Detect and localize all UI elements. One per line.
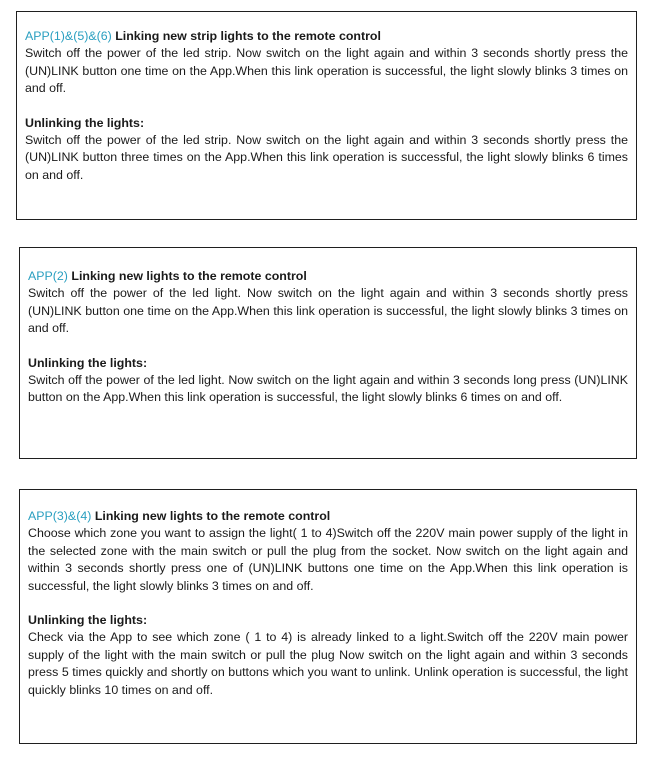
unlink-heading: Unlinking the lights: [28, 613, 148, 628]
unlink-heading: Unlinking the lights: [25, 115, 145, 130]
section-app-1-5-6 [16, 11, 637, 220]
section-heading [25, 28, 628, 45]
section-heading [28, 508, 628, 525]
heading-text: Linking new strip lights to the remote control [115, 29, 381, 43]
section-app-2 [19, 247, 637, 459]
heading-text: Linking new lights to the remote control [94, 509, 331, 523]
app-tag: APP(3)&(4) [28, 509, 92, 523]
app-tag: APP(1)&(5)&(6) [25, 29, 112, 43]
unlink-heading: Unlinking the lights: [28, 355, 148, 370]
link-instructions: Switch off the power of the led strip. Now switch on the light again and within 3 seconds shortly press the (UN)LINK button one time on the App.When this link operation is successful, the light slowly blinks 3 times on and off. [25, 46, 628, 96]
link-instructions: Switch off the power of the led light. Now switch on the light again and within 3 seconds shortly press (UN)LINK button one time on the App.When this link operation is successful, the light slowly blinks 3 times on and off. [28, 286, 628, 336]
link-instructions: Choose which zone you want to assign the light( 1 to 4)Switch off the 220V main power supply of the light in the selected zone with the main switch or pull the plug from the socket. Now switch on the light again and within 3 seconds shortly press one of (UN)LINK buttons one time on the App.When this link operation is successful, the light slowly blinks 3 times on and off. [28, 526, 628, 593]
unlink-instructions: Check via the App to see which zone ( 1 to 4) is already linked to a light.Switch off the 220V main power supply of the light with the main switch or pull the plug Now switch on the light again and within 3 seconds press 5 times quickly and shortly on buttons which you want to unlink. Unlink operation is successful, the light quickly blinks 10 times on and off. [28, 630, 628, 697]
app-tag: APP(2) [28, 269, 68, 283]
section-app-3-4 [19, 489, 637, 744]
heading-text: Linking new lights to the remote control [71, 269, 307, 283]
section-heading [28, 268, 628, 285]
unlink-instructions: Switch off the power of the led strip. Now switch on the light again and within 3 seconds shortly press the (UN)LINK button three times on the App.When this link operation is successful, the light slowly blinks 6 times on and off. [25, 133, 628, 182]
unlink-instructions: Switch off the power of the led light. Now switch on the light again and within 3 seconds long press (UN)LINK button on the App.When this link operation is successful, the light slowly blinks 6 times on and off. [28, 373, 628, 405]
